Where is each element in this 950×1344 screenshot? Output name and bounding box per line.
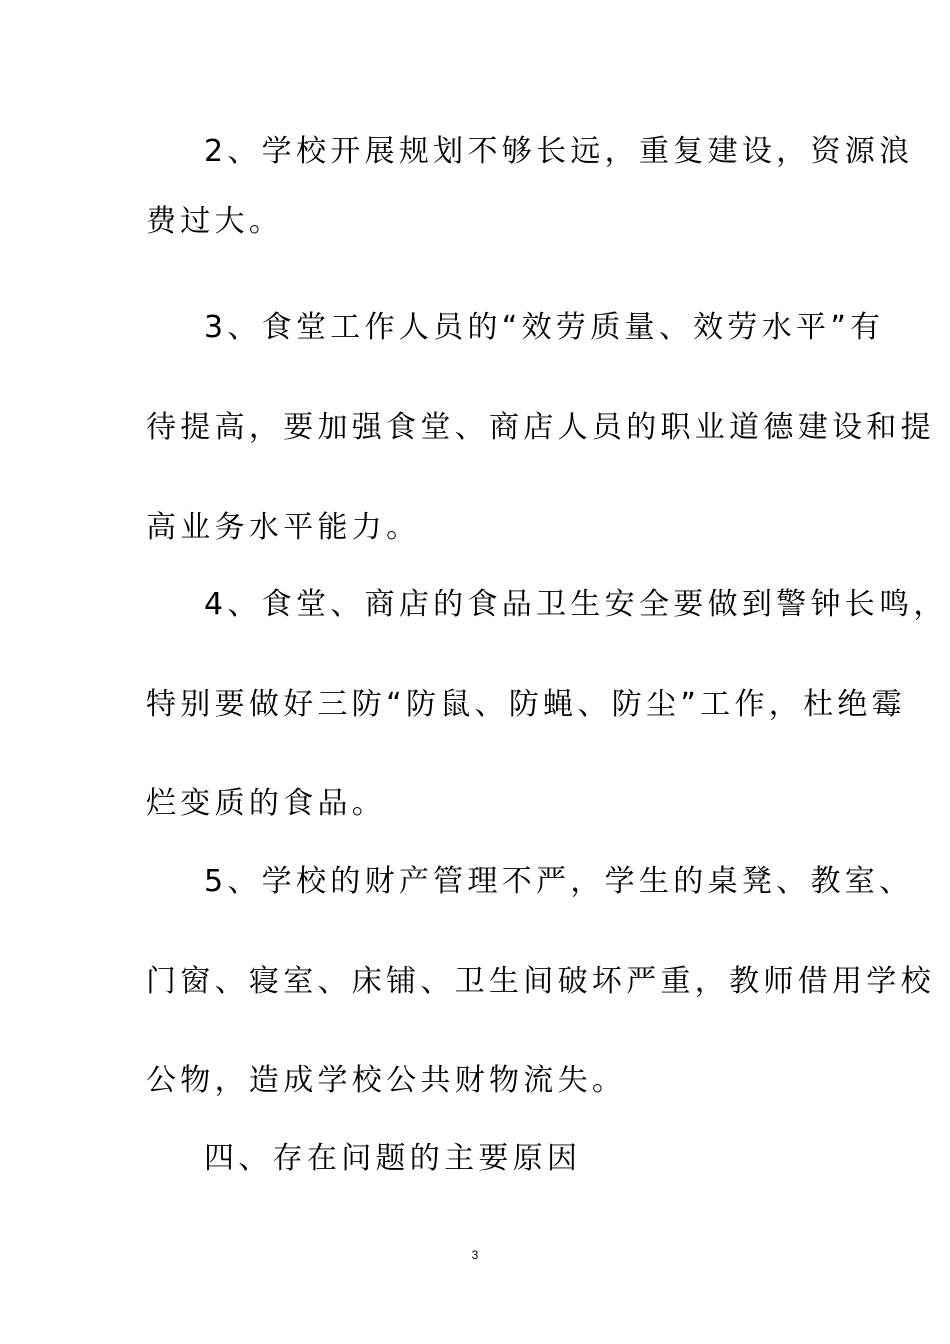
paragraph-2-line-1: 2、学校开展规划不够长远，重复建设，资源浪 — [204, 134, 914, 169]
paragraph-4-line-3: 烂变质的食品。 — [146, 786, 387, 821]
paragraph-2-line-2: 费过大。 — [146, 204, 284, 239]
section-heading: 四、存在问题的主要原因 — [204, 1141, 582, 1176]
paragraph-3-line-3: 高业务水平能力。 — [146, 510, 421, 545]
paragraph-5-line-1: 5、学校的财产管理不严，学生的桌凳、教室、 — [204, 864, 914, 899]
paragraph-3-line-2: 待提高，要加强食堂、商店人员的职业道德建设和提 — [146, 410, 935, 445]
page-number: 3 — [471, 1248, 479, 1262]
paragraph-5-line-3: 公物，造成学校公共财物流失。 — [146, 1063, 627, 1098]
paragraph-4-line-1: 4、食堂、商店的食品卫生安全要做到警钟长鸣， — [204, 587, 948, 622]
paragraph-4-line-2: 特别要做好三防“防鼠、防蝇、防尘”工作，杜绝霉 — [146, 687, 906, 722]
paragraph-3-line-1: 3、食堂工作人员的“效劳质量、效劳水平”有 — [204, 310, 885, 345]
paragraph-5-line-2: 门窗、寝室、床铺、卫生间破坏严重，教师借用学校 — [146, 964, 935, 999]
